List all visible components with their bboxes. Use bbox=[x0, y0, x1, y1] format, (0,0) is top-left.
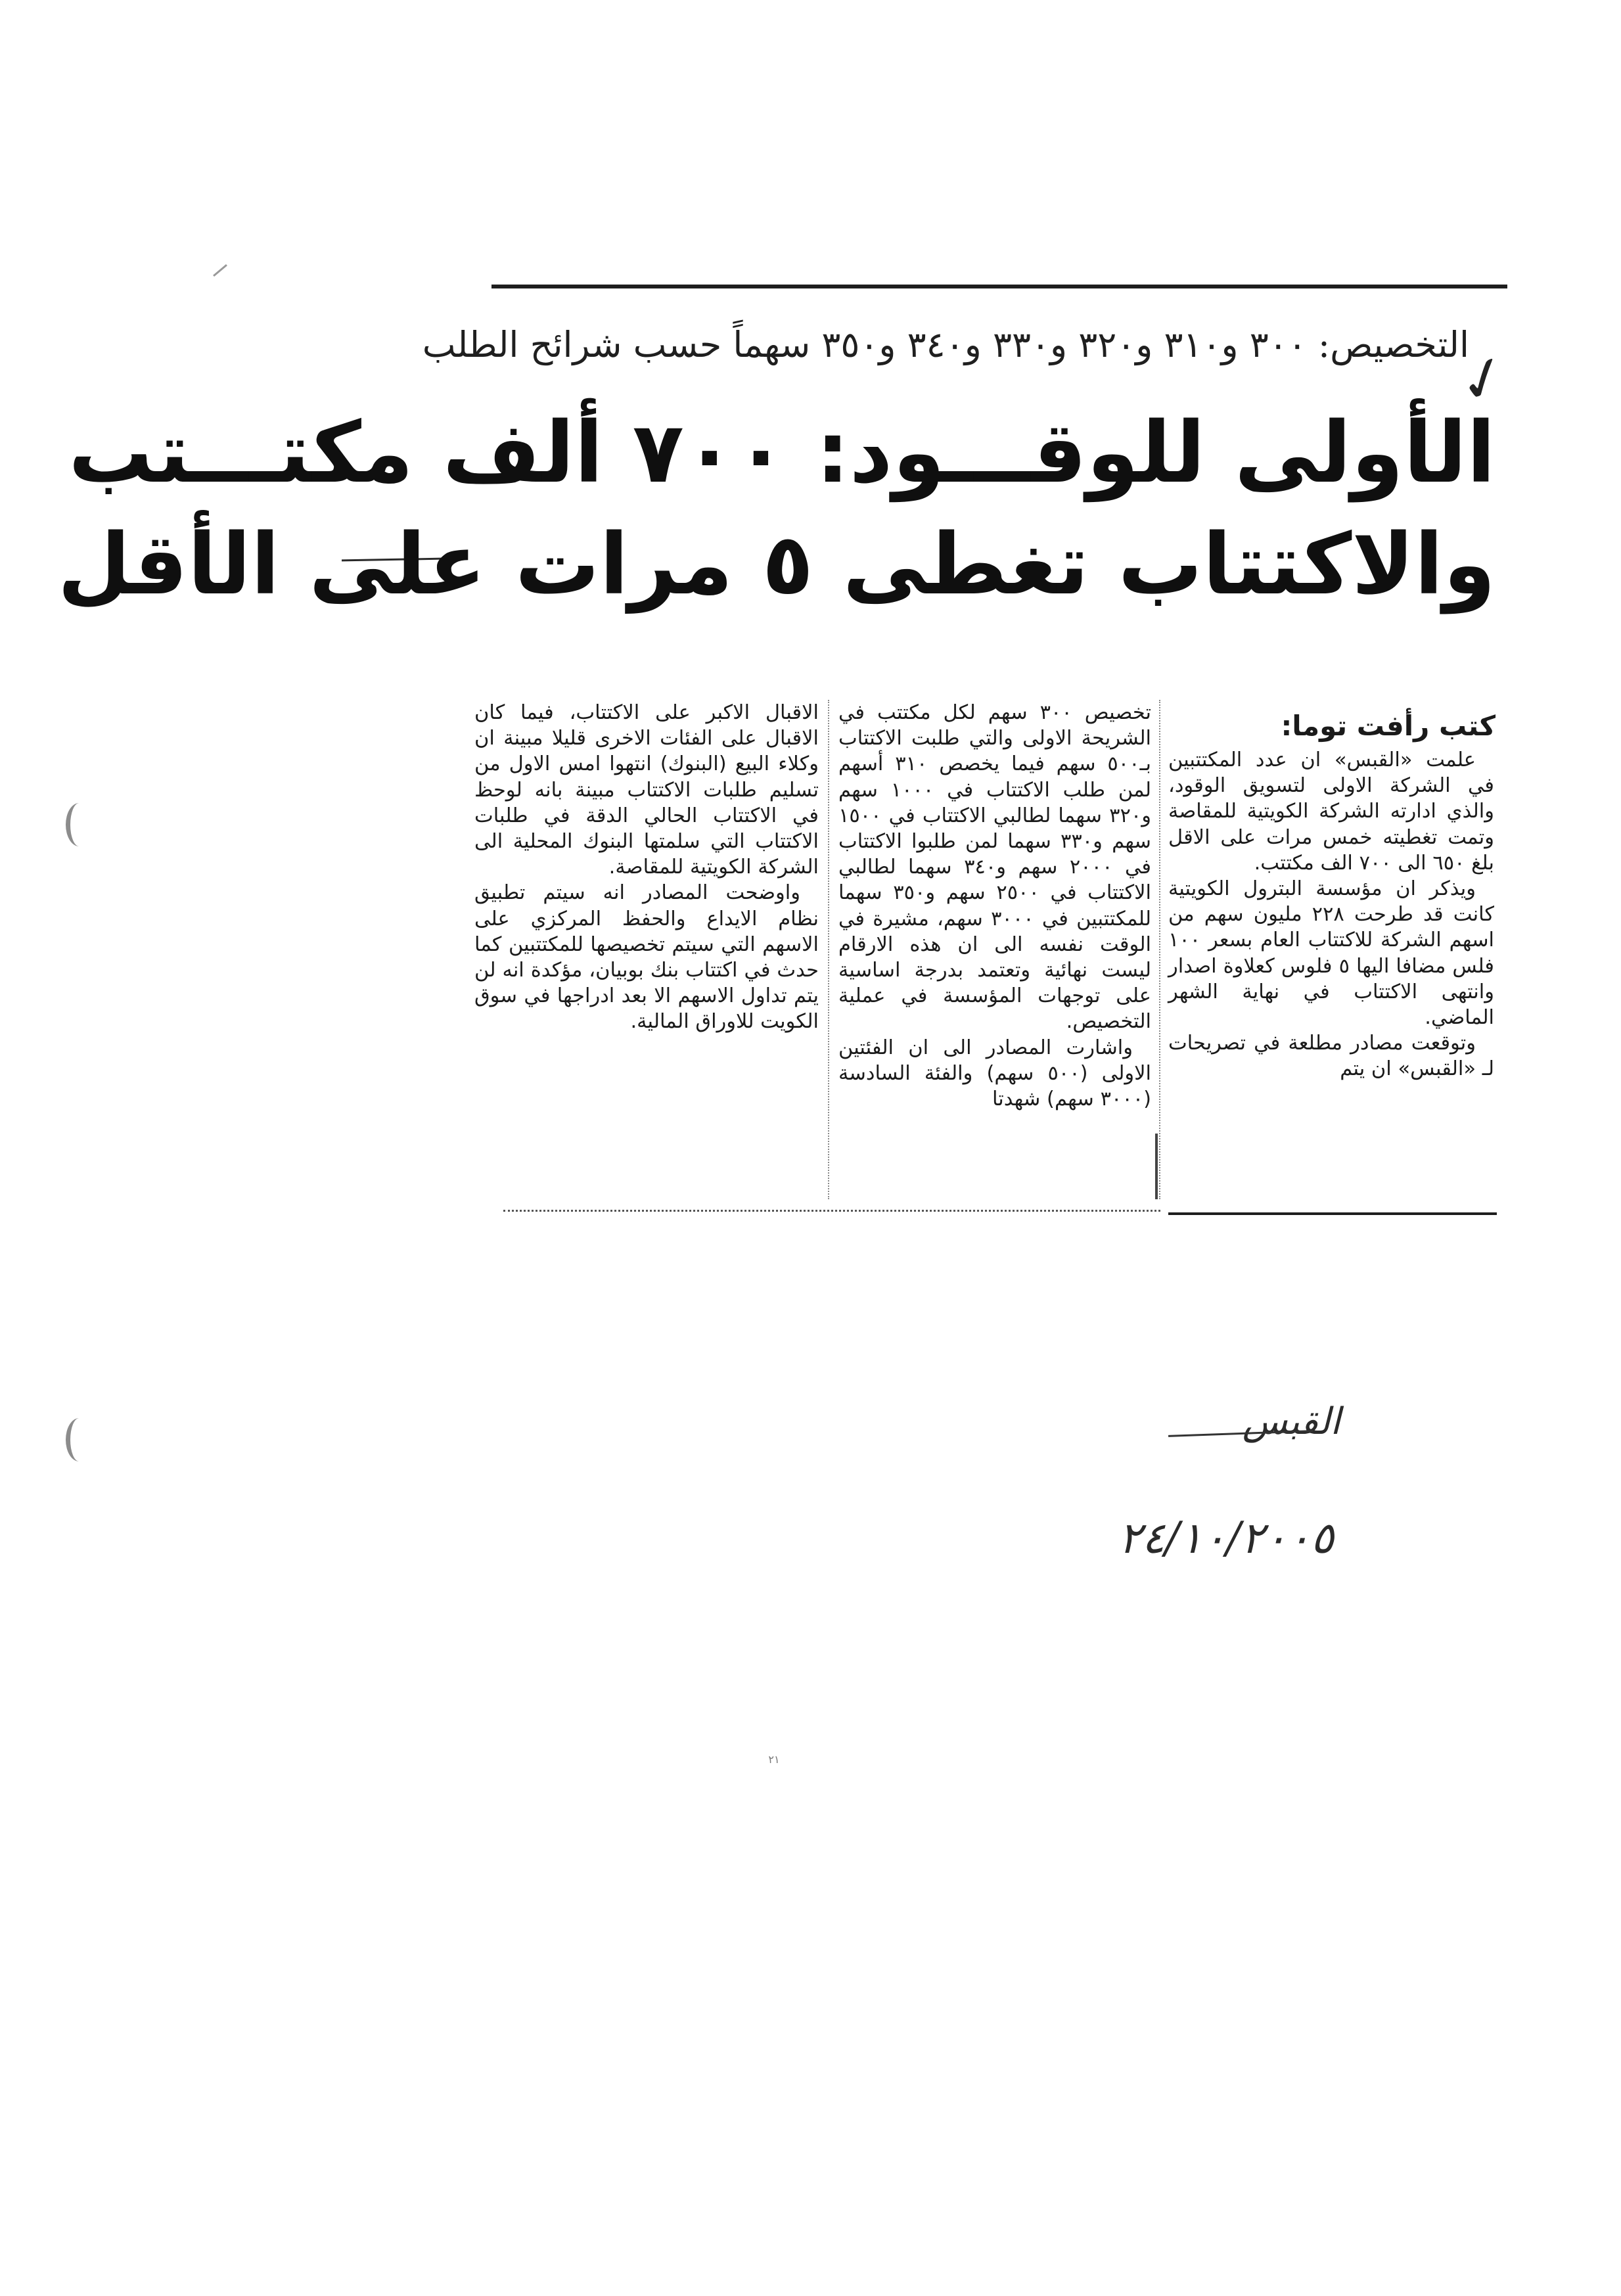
article-column-1 bbox=[1168, 747, 1494, 1082]
article-column-3 bbox=[474, 700, 819, 1035]
article-column-2 bbox=[838, 700, 1151, 1112]
paragraph: تخصيص ٣٠٠ سهم لكل مكتتب في الشريحة الاولى والتي طلبت الاكتتاب بـ٥٠٠ سهم فيما يخصص ٣١٠ أسهم لمن طلب الاكتتاب في ١٠٠٠ سهم و٣٢٠ سهما لطالبي الاكتتاب في ١٥٠٠ سهم و٣٣٠ سهما لمن طلبوا الاكتتاب في ٢٠٠٠ سهم و٣٤٠ سهما لطالبي الاكتتاب في ٢٥٠٠ سهم و٣٥٠ سهما للمكتتبين في ٣٠٠٠ سهم، مشيرة في الوقت نفسه الى ان هذه الارقام ليست نهائية وتعتمد بدرجة اساسية على توجهات المؤسسة في عملية التخصيص. bbox=[838, 701, 1151, 1034]
bottom-rule bbox=[1168, 1212, 1497, 1215]
headline-line-2: والاكتتاب تغطى ٥ مرات على الأقل bbox=[57, 516, 1495, 614]
top-rule bbox=[491, 285, 1507, 288]
margin-mark bbox=[1155, 1134, 1158, 1199]
paragraph: واشارت المصادر الى ان الفئتين الاولى (٥٠٠ سهم) والفئة السادسة (٣٠٠٠ سهم) شهدتا bbox=[838, 1036, 1151, 1111]
headline-line-1: الأولى للوقـــود: ٧٠٠ ألف مكتـــتب bbox=[68, 404, 1495, 502]
punch-hole-mark bbox=[66, 1418, 93, 1461]
paragraph: علمت «القبس» ان عدد المكتتبين في الشركة الاولى لتسويق الوقود، والذي ادارته الشركة الكويتية للمقاصة وتمت تغطيته خمس مرات على الاقل بلغ ٦٥٠ الى ٧٠٠ الف مكتتب. bbox=[1168, 748, 1494, 875]
paragraph: ويذكر ان مؤسسة البترول الكويتية كانت قد طرحت ٢٢٨ مليون سهم من اسهم الشركة للاكتتاب العام بسعر ١٠٠ فلس مضافا اليها ٥ فلوس كعلاوة اصدار وانتهى الاكتتاب في نهاية الشهر الماضي. bbox=[1168, 877, 1494, 1030]
subheadline: التخصيص: ٣٠٠ و٣١٠ و٣٢٠ و٣٣٠ و٣٤٠ و٣٥٠ سهماً حسب شرائح الطلب bbox=[422, 324, 1469, 365]
paragraph: وتوقعت مصادر مطلعة في تصريحات لـ «القبس» ان يتم bbox=[1168, 1032, 1494, 1081]
punch-hole-mark bbox=[66, 803, 93, 846]
paragraph: واوضحت المصادر انه سيتم تطبيق نظام الايداع والحفظ المركزي على الاسهم التي سيتم تخصيصها للمكتتبين كما حدث في اكتتاب بنك بوبيان، مؤكدة انه لن يتم تداول الاسهم الا بعد ادراجها في سوق الكويت للاوراق المالية. bbox=[474, 881, 819, 1034]
bottom-rule bbox=[503, 1210, 1160, 1214]
handwritten-date: ٢٤/١٠/٢٠٠٥ bbox=[1118, 1513, 1334, 1563]
check-mark-icon: ✓ bbox=[1449, 338, 1518, 421]
paragraph: الاقبال الاكبر على الاكتتاب، فيما كان الاقبال على الفئات الاخرى قليلا مبينة ان وكلاء البيع (البنوك) انتهوا امس الاول من تسليم طلبات الاكتتاب مبينة بانه لوحظ في الاكتتاب الحالي الدقة في طلبات الاكتتاب التي سلمتها البنوك المحلية الى الشركة الكويتية للمقاصة. bbox=[474, 701, 819, 879]
column-divider bbox=[1159, 700, 1162, 1199]
byline: كتب رأفت توما: bbox=[1281, 710, 1495, 742]
column-divider bbox=[828, 700, 831, 1199]
newspaper-clipping bbox=[57, 279, 1518, 1232]
handwritten-source: القبس bbox=[1242, 1400, 1340, 1443]
page-number: ٢١ bbox=[768, 1753, 780, 1766]
stray-pen-mark bbox=[213, 264, 227, 277]
